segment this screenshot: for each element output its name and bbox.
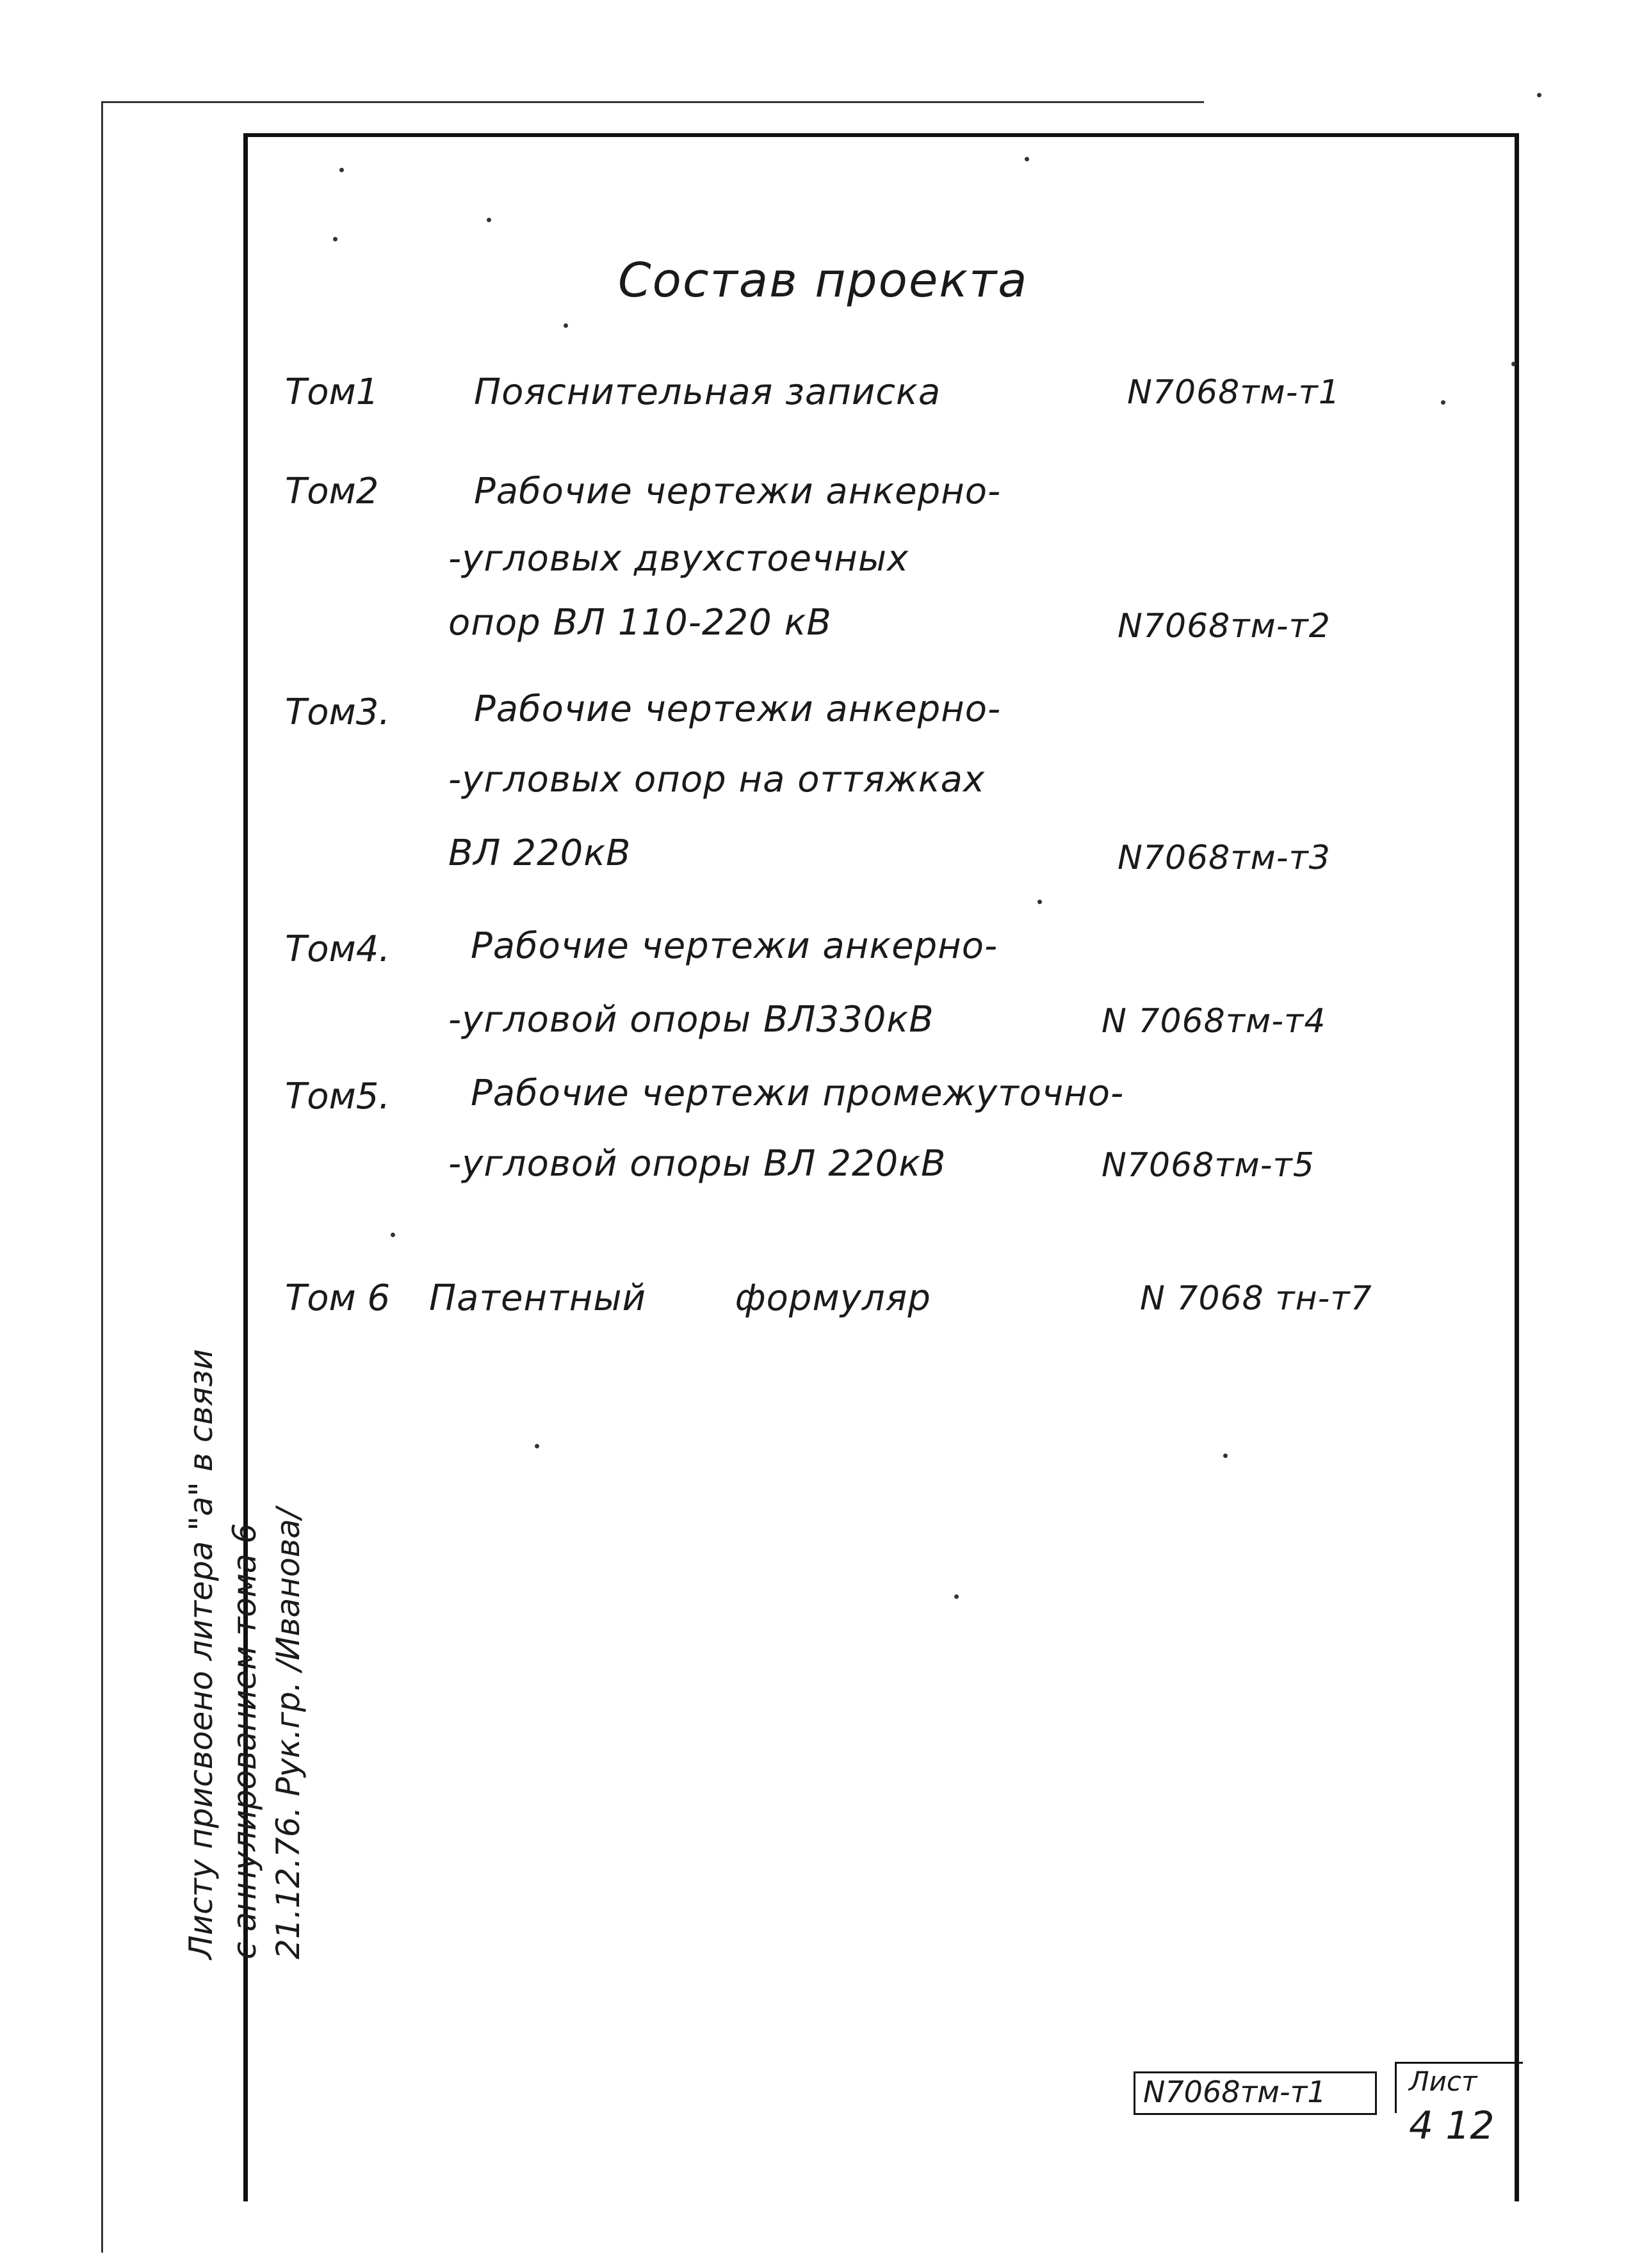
- scan-speck: [954, 1594, 959, 1599]
- volume-2-code: N7068тм-т2: [1118, 607, 1331, 645]
- volume-1-line-1: Пояснительная записка: [474, 371, 941, 413]
- volume-4-line-2: -угловой опоры ВЛ330кВ: [448, 999, 934, 1041]
- margin-note-line-2: с аннулированием тома 6: [226, 1523, 263, 1959]
- volume-2-line-2: -угловых двухстоечных: [448, 538, 909, 579]
- margin-note-line-1: Листу присвоено литера "а" в связи: [183, 1349, 220, 1959]
- volume-2-line-3: опор ВЛ 110-220 кВ: [448, 602, 832, 644]
- volume-4-line-1: Рабочие чертежи анкерно-: [471, 925, 998, 967]
- scan-speck: [391, 1233, 395, 1237]
- scan-speck: [1441, 400, 1445, 405]
- scan-speck: [339, 168, 344, 172]
- volume-4-code: N 7068тм-т4: [1102, 1002, 1326, 1041]
- scan-speck: [333, 237, 337, 241]
- volume-2-label: Том2: [285, 471, 379, 512]
- scan-speck: [1025, 157, 1029, 161]
- sheet-left-edge: [101, 101, 103, 2253]
- scan-speck: [1037, 900, 1042, 904]
- scan-speck: [487, 218, 491, 222]
- volume-3-line-2: -угловых опор на оттяжках: [448, 759, 986, 800]
- volume-2-line-1: Рабочие чертежи анкерно-: [474, 471, 1002, 512]
- volume-5-label: Том5.: [285, 1076, 391, 1117]
- volume-3-label: Том3.: [285, 692, 391, 733]
- volume-1-label: Том1: [285, 371, 379, 413]
- volume-6-code: N 7068 тн-т7: [1140, 1279, 1372, 1318]
- volume-6-label: Том 6: [285, 1277, 391, 1319]
- volume-5-code: N7068тм-т5: [1102, 1146, 1315, 1185]
- scan-speck: [1537, 93, 1541, 97]
- stamp-document-code: N7068тм-т1: [1143, 2075, 1326, 2109]
- stamp-sheet-label: Лист: [1409, 2066, 1477, 2097]
- scan-speck: [535, 1444, 539, 1448]
- margin-note-line-3: 21.12.76. Рук.гр. /Иванова/: [270, 1508, 307, 1959]
- volume-6-line-1: Патентный формуляр: [429, 1277, 931, 1319]
- page-title: Состав проекта: [618, 253, 1028, 308]
- volume-1-code: N7068тм-т1: [1127, 373, 1340, 412]
- volume-5-line-2: -угловой опоры ВЛ 220кВ: [448, 1143, 947, 1185]
- stamp-sheet-number: 4 12: [1409, 2103, 1495, 2148]
- volume-4-label: Том4.: [285, 928, 391, 970]
- sheet-top-edge: [102, 101, 1204, 103]
- volume-3-line-1: Рабочие чертежи анкерно-: [474, 688, 1002, 730]
- scan-speck: [1511, 362, 1516, 366]
- volume-5-line-1: Рабочие чертежи промежуточно-: [471, 1073, 1125, 1114]
- scan-speck: [1223, 1454, 1228, 1458]
- margin-revision-note: [179, 1349, 310, 1959]
- scan-speck: [564, 323, 568, 328]
- volume-3-code: N7068тм-т3: [1118, 839, 1331, 877]
- volume-3-line-3: ВЛ 220кВ: [448, 832, 631, 874]
